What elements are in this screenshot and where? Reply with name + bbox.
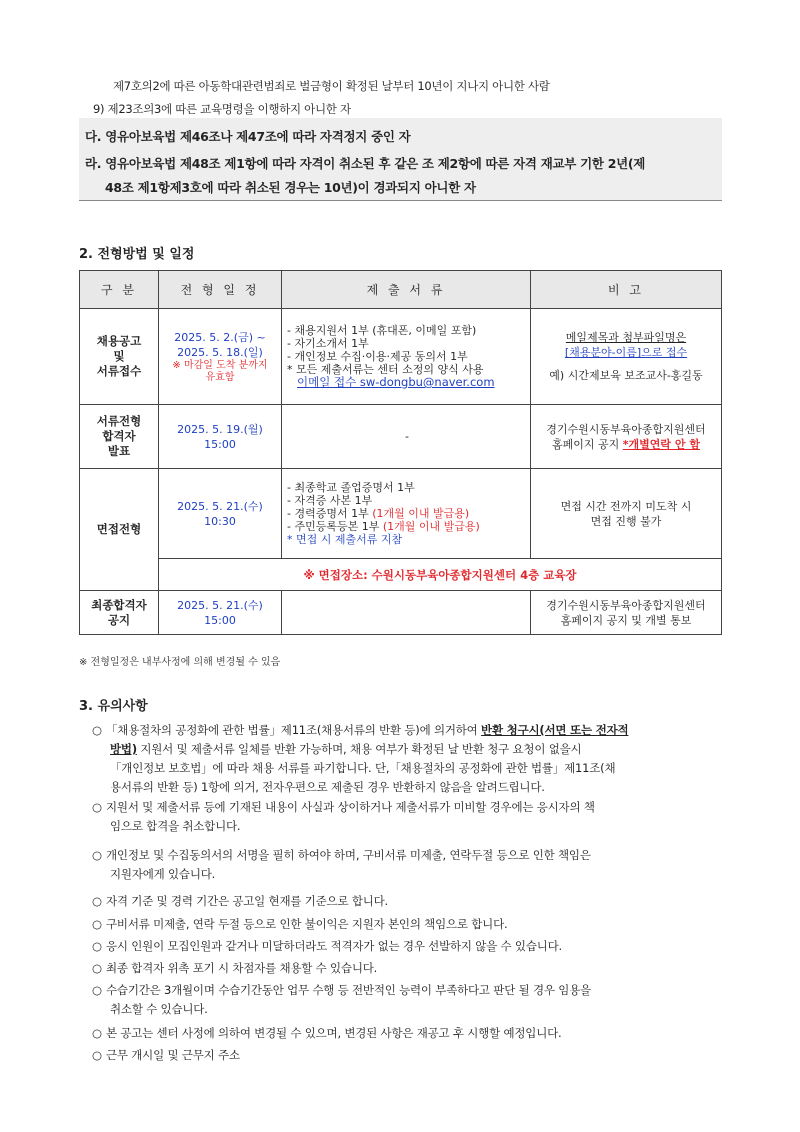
row4-date-2: 15:00 <box>204 613 236 627</box>
notice-5-text: 구비서류 미제출, 연락 두절 등으로 인한 불이익은 지원자 본인의 책임으로 합니다. <box>106 917 508 931</box>
row1-doc-3: - 개인정보 수집·이용·제공 동의서 1부 <box>287 350 468 363</box>
row2-schedule <box>159 405 282 469</box>
eligibility-continuation-box <box>79 70 722 201</box>
row1-name-3: 서류접수 <box>96 364 142 378</box>
eligibility-line-2: 9) 제23조의3에 따른 교육명령을 이행하지 아니한 자 <box>93 102 351 116</box>
row2-date-2: 15:00 <box>204 437 236 451</box>
table-row-interview <box>80 469 722 559</box>
row4-name-1: 최종합격자 <box>91 597 147 612</box>
bullet-circle: ○ <box>92 894 102 908</box>
header-documents: 제 출 서 류 <box>282 271 531 309</box>
row1-documents <box>282 309 531 405</box>
row2-name-1: 서류전형 <box>96 414 142 428</box>
row4-date-1: 2025. 5. 21.(수) <box>177 598 263 612</box>
table-row-final <box>80 591 722 635</box>
row2-date-1: 2025. 5. 19.(월) <box>177 422 263 436</box>
row1-name-2: 및 <box>113 349 125 363</box>
table-row-application <box>80 309 722 405</box>
row4-schedule <box>159 591 282 635</box>
row1-date-1: 2025. 5. 2.(금) ~ <box>174 330 266 344</box>
notice-8-text-a: 수습기간은 3개월이며 수습기간동안 업무 수행 등 전반적인 능력이 부족하다고 판단 될 경우 임용을 <box>106 983 591 997</box>
row3-remarks <box>531 469 722 559</box>
row1-schedule <box>159 309 282 405</box>
notice-10 <box>92 1046 732 1065</box>
row2-name-2: 합격자 <box>102 429 136 443</box>
notice-1-text-e: 「개인정보 보호법」에 따라 채용 서류를 파기합니다. 단,「채용절차의 공정화에 관한 법률」제11조(채 <box>110 761 616 775</box>
row2-remark-2 <box>534 437 718 452</box>
row2-documents: - <box>282 405 531 469</box>
row3-doc-4-label: - 주민등록등본 1부 <box>287 520 383 533</box>
notice-10-text: 근무 개시일 및 근무지 주소 <box>106 1048 240 1062</box>
bullet-circle: ○ <box>92 800 102 814</box>
eligibility-item-da: 다. 영유아보육법 제46조나 제47조에 따라 자격정지 중인 자 <box>85 129 411 144</box>
notice-6-text: 응시 인원이 모집인원과 같거나 미달하더라도 적격자가 없는 경우 선발하지 않을 수 있습니다. <box>106 939 563 953</box>
row1-name-1: 채용공고 <box>96 334 142 348</box>
bullet-circle: ○ <box>92 983 102 997</box>
row3-doc-2: - 자격증 사본 1부 <box>287 494 373 507</box>
bullet-circle: ○ <box>92 1048 102 1062</box>
notice-8-text-b: 취소할 수 있습니다. <box>110 1002 208 1016</box>
row4-documents <box>282 591 531 635</box>
row1-remark-1: 메일제목과 첨부파일명은 <box>565 331 687 344</box>
row3-date-1: 2025. 5. 21.(수) <box>177 499 263 513</box>
row3-category: 면접전형 <box>80 469 159 591</box>
notice-9 <box>92 1024 732 1043</box>
row2-category <box>80 405 159 469</box>
row3-doc-4 <box>287 520 527 533</box>
notice-2 <box>92 798 732 836</box>
header-remarks: 비 고 <box>531 271 722 309</box>
row1-remarks <box>531 309 722 405</box>
row4-remarks <box>531 591 722 635</box>
row1-remark-2: [채용분야-이름]으로 접수 <box>564 346 688 359</box>
bullet-circle: ○ <box>92 848 102 862</box>
notice-1-text-d: 지원서 및 제출서류 일체를 반환 가능하며, 채용 여부가 확정된 날 반환 청구 요청이 없을시 <box>136 742 582 756</box>
row3-documents <box>282 469 531 559</box>
row3-date-2: 10:30 <box>204 514 236 528</box>
row1-doc-note: * 모든 제출서류는 센터 소정의 양식 사용 <box>287 363 484 376</box>
email-submission: 이메일 접수 sw-dongbu@naver.com <box>297 375 495 389</box>
row2-remarks <box>531 405 722 469</box>
table-row-interview-place <box>80 559 722 591</box>
row3-doc-note: * 면접 시 제출서류 지참 <box>287 533 403 546</box>
row3-doc-4-note: (1개월 이내 발급용) <box>382 520 480 533</box>
row3-doc-1: - 최종학교 졸업증명서 1부 <box>287 481 415 494</box>
notice-9-text: 본 공고는 센터 사정에 의하여 변경될 수 있으며, 변경된 사항은 재공고 후 시행할 예정입니다. <box>106 1026 562 1040</box>
schedule-note: ※ 전형일정은 내부사정에 의해 변경될 수 있음 <box>79 657 281 668</box>
row3-doc-3-note: (1개월 이내 발급용) <box>372 507 470 520</box>
header-category: 구 분 <box>80 271 159 309</box>
bullet-circle: ○ <box>92 917 102 931</box>
notice-1 <box>92 721 732 797</box>
notice-1-text-f: 용서류의 반환 등) 1항에 의거, 전자우편으로 제출된 경우 반환하지 않음을 알려드립니다. <box>110 780 545 794</box>
row1-date-2: 2025. 5. 18.(일) <box>177 345 263 359</box>
bullet-circle: ○ <box>92 723 102 737</box>
notice-1-emphasis-cont: 방법) <box>110 742 137 756</box>
notice-8 <box>92 981 732 1019</box>
section-2-title: 2. 전형방법 및 일정 <box>79 247 195 262</box>
bullet-circle: ○ <box>92 1026 102 1040</box>
notice-3-text-b: 지원자에게 있습니다. <box>110 867 216 881</box>
row3-doc-3-label: - 경력증명서 1부 <box>287 507 373 520</box>
row3-remark-1: 면접 시간 전까지 미도착 시 <box>560 499 692 513</box>
row1-doc-1: - 채용지원서 1부 (휴대폰, 이메일 포함) <box>287 324 477 337</box>
notice-2-text-a: 지원서 및 제출서류 등에 기재된 내용이 사실과 상이하거나 제출서류가 미비할 경우에는 응시자의 책 <box>106 800 595 814</box>
section-3-title: 3. 유의사항 <box>79 699 148 714</box>
no-individual-contact: *개별연락 안 함 <box>622 437 700 451</box>
row4-remark-1: 경기수원시동부육아종합지원센터 <box>546 598 706 612</box>
table-row-screening-result <box>80 405 722 469</box>
row1-deadline-note-2: 유효함 <box>205 371 235 383</box>
notice-4 <box>92 892 732 911</box>
row4-category <box>80 591 159 635</box>
interview-place: ※ 면접장소: 수원시동부육아종합지원센터 4층 교육장 <box>159 559 722 591</box>
notice-7-text: 최종 합격자 위촉 포기 시 차점자를 채용할 수 있습니다. <box>106 961 378 975</box>
notice-5 <box>92 915 732 934</box>
schedule-table <box>79 270 722 635</box>
bullet-circle: ○ <box>92 961 102 975</box>
row4-name-2: 공지 <box>107 612 131 627</box>
table-header-row <box>80 271 722 309</box>
row1-doc-2: - 자기소개서 1부 <box>287 337 369 350</box>
row3-doc-3 <box>287 507 527 520</box>
row1-category <box>80 309 159 405</box>
row3-remark-2: 면접 진행 불가 <box>590 514 662 528</box>
row1-deadline-note-1: ※ 마감일 도착 분까지 <box>172 359 268 371</box>
row2-remark-1: 경기수원시동부육아종합지원센터 <box>546 422 706 436</box>
eligibility-line-1: 제7호의2에 따른 아동학대관련범죄로 벌금형이 확정된 날부터 10년이 지나지 아니한 사람 <box>113 79 550 93</box>
header-schedule: 전 형 일 정 <box>159 271 282 309</box>
notice-1-text-a: 「채용절차의 공정화에 관한 법률」제11조(채용서류의 반환 등)에 의거하여 <box>106 723 482 737</box>
notice-4-text: 자격 기준 및 경력 기간은 공고일 현재를 기준으로 합니다. <box>106 894 389 908</box>
notice-3-text-a: 개인정보 및 수집동의서의 서명을 필히 하여야 하며, 구비서류 미제출, 연락두절 등으로 인한 책임은 <box>106 848 591 862</box>
row1-remark-example: 예) 시간제보육 보조교사-홍길동 <box>549 369 703 382</box>
notice-3 <box>92 846 732 884</box>
notice-1-emphasis: 반환 청구시(서면 또는 전자적 <box>481 723 629 737</box>
notice-2-text-b: 임으로 합격을 취소합니다. <box>110 819 241 833</box>
row4-remark-2: 홈페이지 공지 및 개별 통보 <box>560 613 692 627</box>
row2-remark-notice: 홈페이지 공지 <box>552 437 623 451</box>
row3-schedule <box>159 469 282 559</box>
row2-name-3: 발표 <box>107 444 131 458</box>
eligibility-item-ra: 라. 영유아보육법 제48조 제1항에 따라 자격이 취소된 후 같은 조 제2항에 따른 자격 재교부 기한 2년(제 <box>85 156 646 171</box>
notice-6 <box>92 937 732 956</box>
notice-7 <box>92 959 732 978</box>
eligibility-item-ra-cont: 48조 제1항제3호에 따라 취소된 경우는 10년)이 경과되지 아니한 자 <box>105 180 476 195</box>
bullet-circle: ○ <box>92 939 102 953</box>
